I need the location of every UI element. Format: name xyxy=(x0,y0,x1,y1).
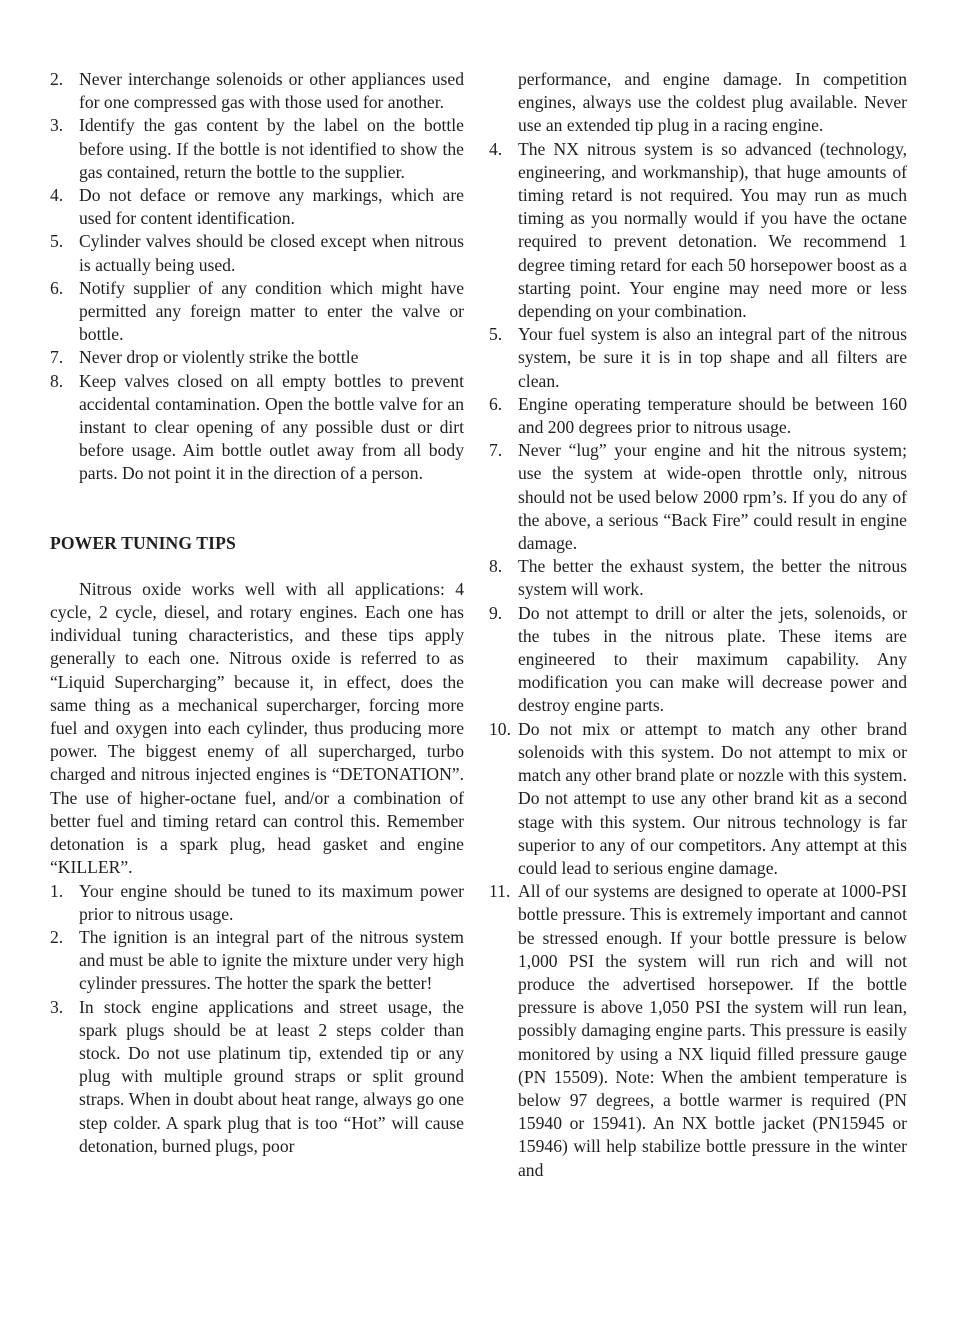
tips-list xyxy=(50,880,464,1158)
list-item xyxy=(489,880,907,1182)
item-number: 2. xyxy=(50,69,64,89)
safety-list xyxy=(50,68,464,486)
left-column xyxy=(50,68,464,1158)
item-text: Engine operating temperature should be between 160 and 200 degrees prior to nitrous usage. xyxy=(518,393,907,438)
item-text: The ignition is an integral part of the nitrous system and must be able to ignite the mixture under very high cylinder pressures. The hotter the spark the better! xyxy=(79,926,464,994)
item-text: Do not attempt to drill or alter the jets, solenoids, or the tubes in the nitrous plate. These items are engineered to their maximum capability. Any modification you can make will decrease power and destroy engine parts. xyxy=(518,602,907,716)
list-item xyxy=(50,230,464,276)
list-item xyxy=(489,602,907,718)
list-item xyxy=(489,138,907,324)
item-number: 8. xyxy=(50,370,64,391)
item-text: Never interchange solenoids or other appliances used for one compressed gas with those used for another. xyxy=(79,69,464,113)
item-number: 5. xyxy=(489,324,503,345)
item-text: Never “lug” your engine and hit the nitrous system; use the system at wide-open throttle only, nitrous should not be used below 2000 rpm’s. If you do any of the above, a serious “Back Fire” could result in engine damage. xyxy=(518,440,907,554)
item-text: All of our systems are designed to operate at 1000-PSI bottle pressure. This is extremely important and cannot be stressed enough. If your bottle pressure is below 1,000 PSI the system will run rich and will not produce the advertised horsepower. If the bottle pressure is above 1,050 PSI the system will run lean, possibly damaging engine parts. This pressure is easily monitored by using a NX liquid filled pressure gauge (PN 15509). Note: When the ambient temperature is below 97 degrees, a bottle warmer is required (PN 15940 or 15941). An NX bottle jacket (PN15945 or 15946) will help stabilize bottle pressure in the winter and xyxy=(518,881,907,1180)
item-number: 5. xyxy=(50,231,64,252)
item-text: Your engine should be tuned to its maximum power prior to nitrous usage. xyxy=(79,880,464,924)
list-item xyxy=(50,184,464,230)
item-text: In stock engine applications and street usage, the spark plugs should be at least 2 steps colder than stock. Do not use platinum tip, extended tip or any plug with multiple ground straps or split ground straps. When in doubt about heat range, always go one step colder. A spark plug that is too “Hot” will cause detonation, burned plugs, poor xyxy=(79,996,464,1156)
list-item xyxy=(50,346,464,369)
item-number: 6. xyxy=(50,277,64,298)
item-text: Notify supplier of any condition which might have permitted any foreign matter to enter the valve or bottle. xyxy=(79,277,464,345)
list-item xyxy=(489,323,907,393)
item-number: 9. xyxy=(489,602,503,623)
item-number: 7. xyxy=(489,440,503,461)
item-text: Do not deface or remove any markings, which are used for content identification. xyxy=(79,185,464,229)
list-item xyxy=(50,996,464,1158)
list-item xyxy=(489,393,907,439)
intro-paragraph: Nitrous oxide works well with all applications: 4 cycle, 2 cycle, diesel, and rotary engines. Each one has individual tuning characteristics, and these tips apply generally to each one. Nitrous oxide is referred to as “Liquid Supercharging” because it, in effect, does the same thing as a mechanical supercharger, forcing more fuel and oxygen into each cylinder, thus producing more power. The biggest enemy of all supercharged, turbo charged and nitrous injected engines is “DETONATION”. The use of higher-octane fuel, and/or a combination of better fuel and timing retard can control this. Remember detonation is a spark plug, head gasket and engine “KILLER”. xyxy=(50,578,464,878)
item-text: The NX nitrous system is so advanced (technology, engineering, and workmanship), that huge amounts of timing retard is not required. You may run as much timing as you normally would if you have the octane required to prevent detonation. We recommend 1 degree timing retard for each 50 horsepower boost as a starting point. Your engine may need more or less depending on your combination. xyxy=(518,138,907,322)
item-text: Never drop or violently strike the bottle xyxy=(79,347,359,368)
item-text: Your fuel system is also an integral part of the nitrous system, be sure it is in top shape and all filters are clean. xyxy=(518,324,907,391)
item-text: Do not mix or attempt to match any other brand solenoids with this system. Do not attempt to mix or match any other brand plate or nozzle with this system. Do not attempt to use any other brand kit as a second stage with this system. Our nitrous technology is far superior to any of our competitors. Any attempt at this could lead to serious engine damage. xyxy=(518,718,907,878)
tips-list-continued xyxy=(489,138,907,1182)
list-item xyxy=(50,114,464,184)
item-number: 4. xyxy=(489,138,503,159)
list-item xyxy=(50,277,464,347)
item-number: 8. xyxy=(489,556,503,577)
continued-paragraph: performance, and engine damage. In competition engines, always use the coldest plug available. Never use an extended tip plug in a racing engine. xyxy=(518,69,907,136)
list-item xyxy=(489,718,907,880)
right-column xyxy=(489,68,907,1182)
item-number: 7. xyxy=(50,347,64,368)
item-text: Keep valves closed on all empty bottles to prevent accidental contamination. Open the bottle valve for an instant to clear opening of any possible dust or dirt before usage. Aim bottle outlet away from all body parts. Do not point it in the direction of a person. xyxy=(79,370,464,484)
item-number: 6. xyxy=(489,393,503,414)
item-number: 1. xyxy=(50,880,64,901)
item-text: Cylinder valves should be closed except when nitrous is actually being used. xyxy=(79,231,464,275)
item-number: 3. xyxy=(50,996,64,1017)
item-number: 11. xyxy=(489,881,511,902)
list-item xyxy=(50,880,464,926)
list-item xyxy=(489,439,907,555)
section-heading: POWER TUNING TIPS xyxy=(50,532,236,553)
list-item xyxy=(50,370,464,486)
item-number: 2. xyxy=(50,926,64,947)
item-text: The better the exhaust system, the better the nitrous system will work. xyxy=(518,556,907,600)
list-item xyxy=(50,926,464,996)
item-number: 4. xyxy=(50,185,64,206)
item-text: Identify the gas content by the label on the bottle before using. If the bottle is not identified to show the gas contained, return the bottle to the supplier. xyxy=(79,115,464,182)
item-number: 10. xyxy=(489,718,511,739)
item-number: 3. xyxy=(50,115,64,136)
list-item xyxy=(50,68,464,114)
list-item xyxy=(489,555,907,601)
